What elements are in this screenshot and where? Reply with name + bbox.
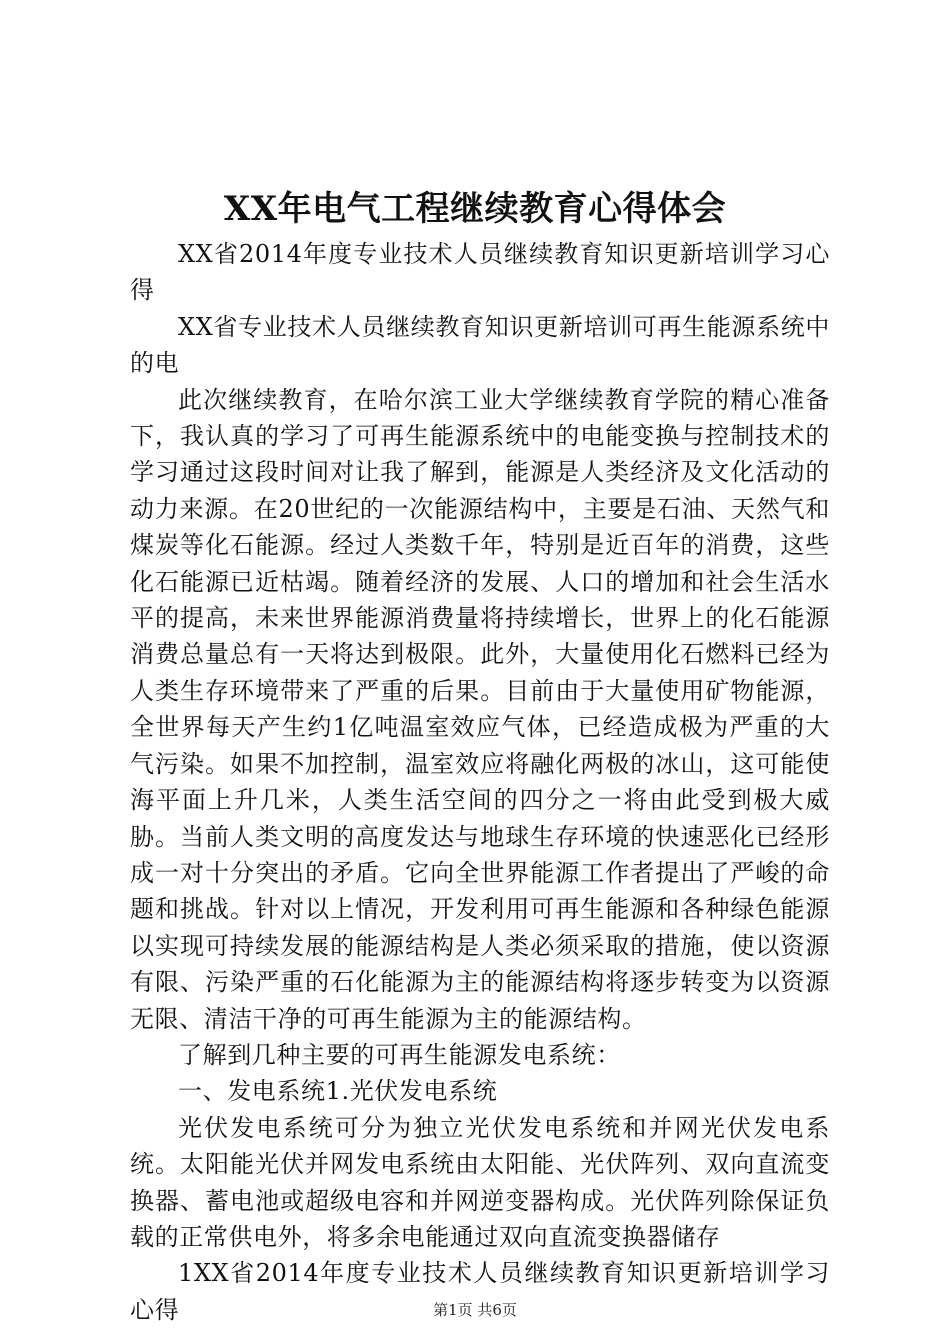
document-body [130,236,830,1328]
paragraph: 此次继续教育，在哈尔滨工业大学继续教育学院的精心准备下，我认真的学习了可再生能源系统中的电能变换与控制技术的学习通过这段时间对让我了解到，能源是人类经济及文化活动的动力来源。在20世纪的一次能源结构中，主要是石油、天然气和煤炭等化石能源。经过人类数千年，特别是近百年的消费，这些化石能源已近枯竭。随着经济的发展、人口的增加和社会生活水平的提高，未来世界能源消费量将持续增长，世界上的化石能源消费总量总有一天将达到极限。此外，大量使用化石燃料已经为人类生存环境带来了严重的后果。目前由于大量使用矿物能源，全世界每天产生约1亿吨温室效应气体，已经造成极为严重的大气污染。如果不加控制，温室效应将融化两极的冰山，这可能使海平面上升几米，人类生活空间的四分之一将由此受到极大威胁。当前人类文明的高度发达与地球生存环境的快速恶化已经形成一对十分突出的矛盾。它向全世界能源工作者提出了严峻的命题和挑战。针对以上情况，开发利用可再生能源和各种绿色能源以实现可持续发展的能源结构是人类必须采取的措施，使以资源有限、污染严重的石化能源为主的能源结构将逐步转变为以资源无限、清洁干净的可再生能源为主的能源结构。 [130,385,830,1033]
paragraph: 1XX省2014年度专业技术人员继续教育知识更新培训学习心得 [130,1259,830,1324]
paragraph: 光伏发电系统可分为独立光伏发电系统和并网光伏发电系统。太阳能光伏并网发电系统由太阳能、光伏阵列、双向直流变换器、蓄电池或超级电容和并网逆变器构成。光伏阵列除保证负载的正常供电外，将多余电能通过双向直流变换器储存 [130,1113,830,1251]
paragraph: XX省2014年度专业技术人员继续教育知识更新培训学习心得 [130,240,830,305]
section-heading: 一、发电系统1.光伏发电系统 [178,1077,498,1106]
page-indicator: 第1页 共6页 [433,1301,517,1319]
paragraph: 了解到几种主要的可再生能源发电系统： [178,1040,621,1069]
document-title: XX年电气工程继续教育心得体会 [223,189,727,229]
paragraph: XX省专业技术人员继续教育知识更新培训可再生能源系统中的电 [130,312,830,378]
